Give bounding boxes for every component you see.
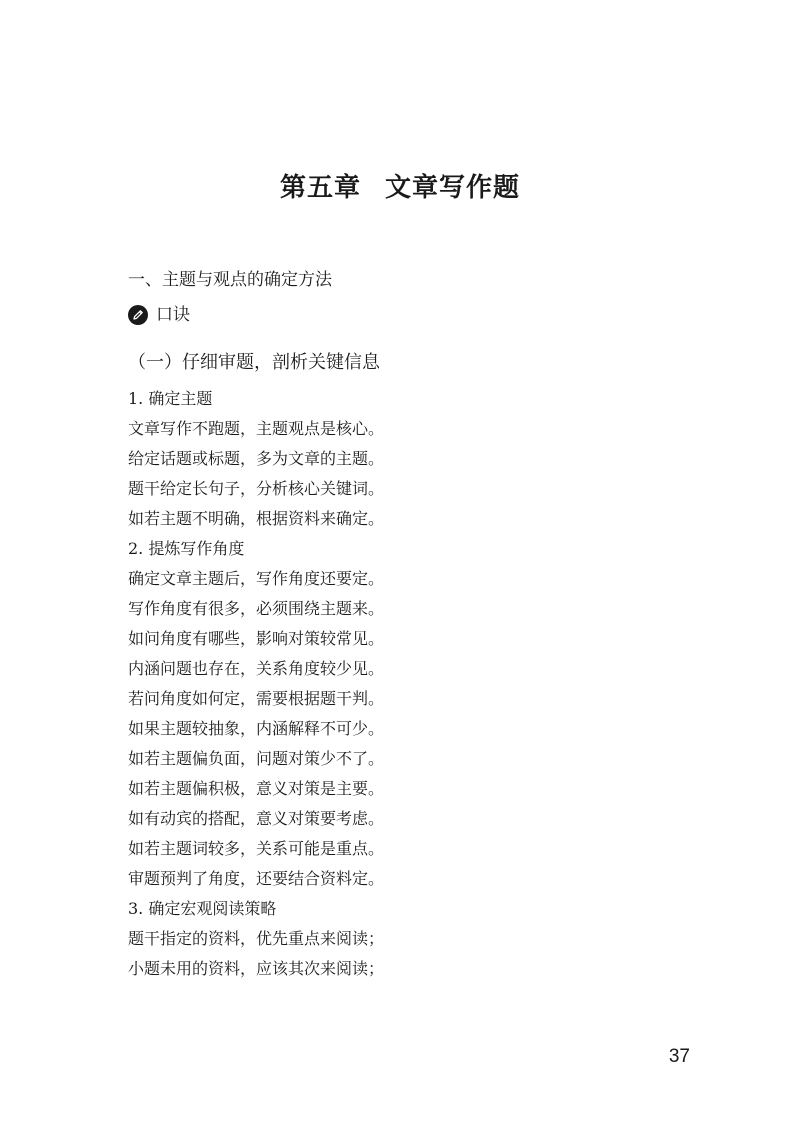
chapter-name: 文章写作题 — [385, 173, 521, 203]
verse-line: 写作角度有很多，必须围绕主题来。 — [128, 599, 385, 618]
chapter-title — [0, 170, 800, 206]
item-heading: 2. 提炼写作角度 — [128, 539, 245, 558]
verse-line: 如有动宾的搭配，意义对策要考虑。 — [128, 809, 385, 828]
mnemonic-label — [128, 303, 190, 327]
verse-line: 内涵问题也存在，关系角度较少见。 — [128, 659, 385, 678]
mnemonic-verses — [128, 384, 688, 984]
subsection-heading: （一）仔细审题，剖析关键信息 — [128, 352, 380, 373]
verse-line: 小题未用的资料，应该其次来阅读； — [128, 959, 385, 978]
verse-line: 如果主题较抽象，内涵解释不可少。 — [128, 719, 385, 738]
pencil-badge-icon — [128, 305, 148, 325]
item-heading: 3. 确定宏观阅读策略 — [128, 899, 277, 918]
verse-line: 如若主题偏积极，意义对策是主要。 — [128, 779, 385, 798]
page-number: 37 — [668, 1046, 690, 1067]
verse-line: 给定话题或标题，多为文章的主题。 — [128, 449, 385, 468]
verse-line: 如若主题词较多，关系可能是重点。 — [128, 839, 385, 858]
verse-line: 审题预判了角度，还要结合资料定。 — [128, 869, 385, 888]
chapter-number: 第五章 — [279, 173, 361, 203]
verse-line: 如若主题偏负面，问题对策少不了。 — [128, 749, 385, 768]
item-heading: 1. 确定主题 — [128, 389, 213, 408]
verse-line: 文章写作不跑题，主题观点是核心。 — [128, 419, 385, 438]
verse-line: 题干给定长句子，分析核心关键词。 — [128, 479, 385, 498]
mnemonic-text: 口诀 — [156, 305, 190, 325]
verse-line: 如若主题不明确，根据资料来确定。 — [128, 509, 385, 528]
verse-line: 若问角度如何定，需要根据题干判。 — [128, 689, 385, 708]
verse-line: 题干指定的资料，优先重点来阅读； — [128, 929, 385, 948]
verse-line: 确定文章主题后，写作角度还要定。 — [128, 569, 385, 588]
verse-line: 如问角度有哪些，影响对策较常见。 — [128, 629, 385, 648]
section-heading: 一、主题与观点的确定方法 — [128, 270, 332, 290]
